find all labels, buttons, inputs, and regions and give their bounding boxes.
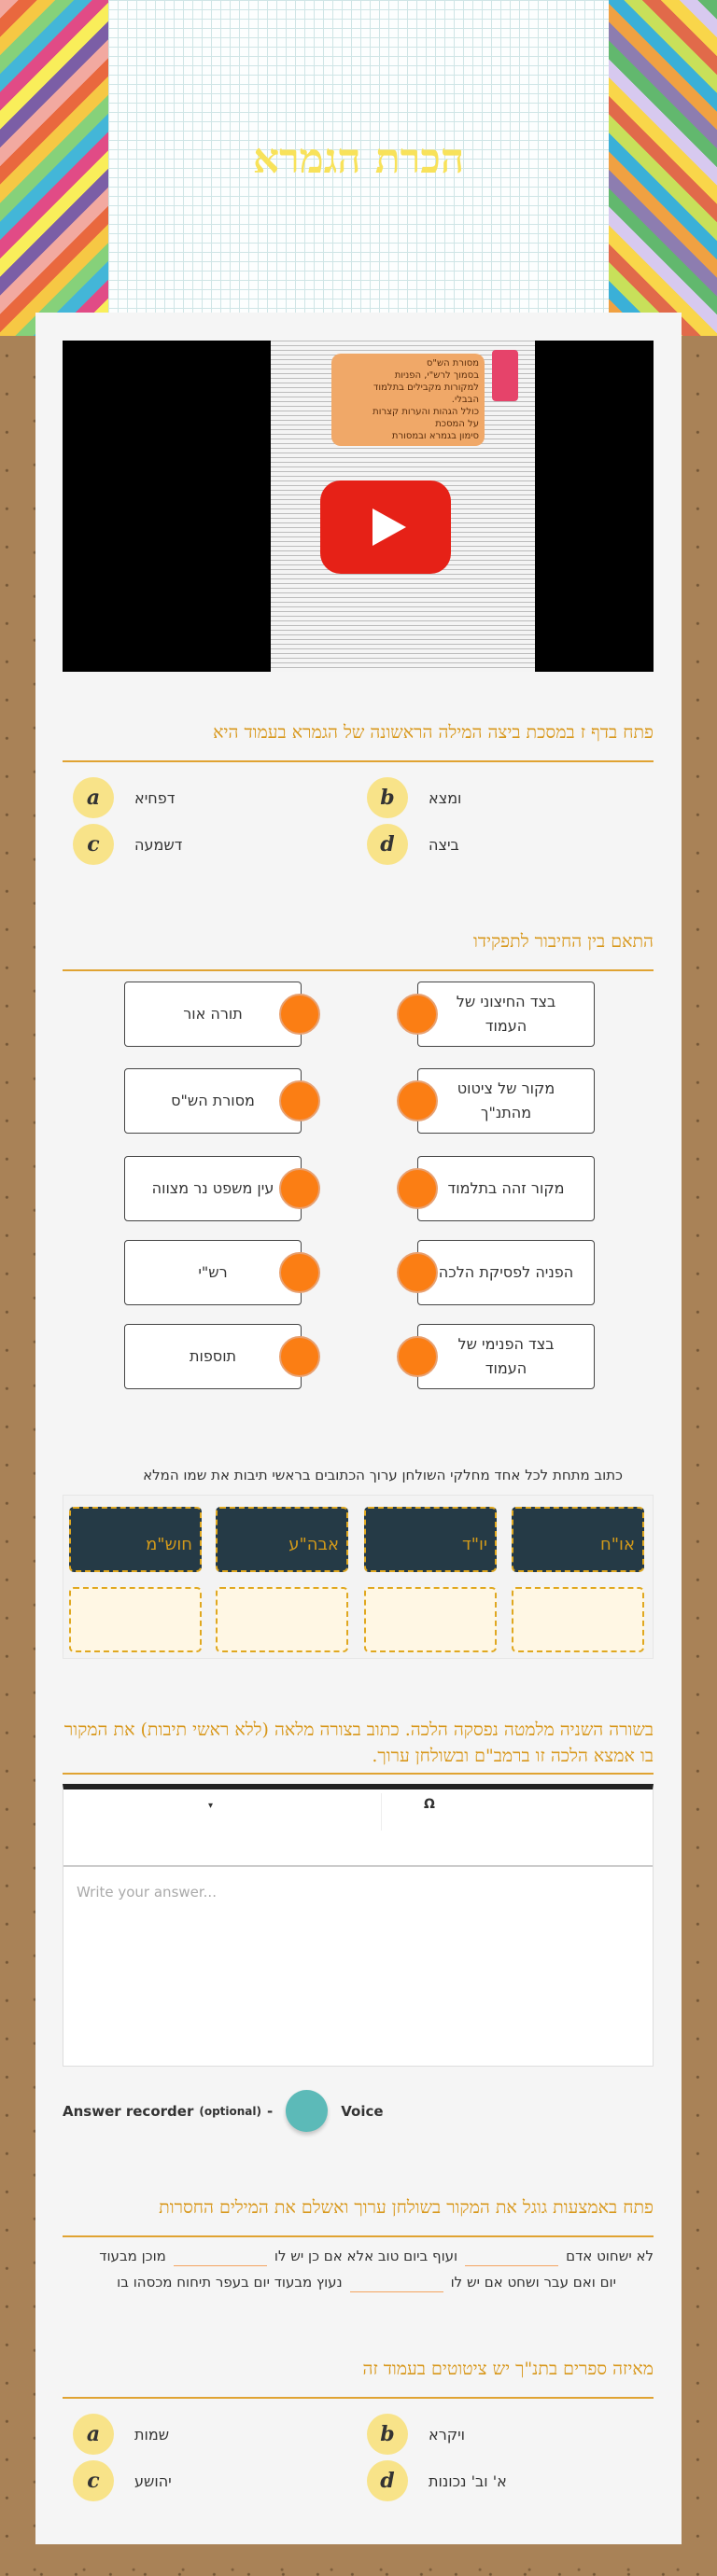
question-5-title: פתח באמצעות גוגל את המקור בשולחן ערוך ואשלם את המילים החסרות	[63, 2194, 654, 2237]
recorder-label: Answer recorder	[63, 2102, 194, 2120]
header-banner	[0, 0, 717, 336]
match-left-item[interactable]: רש"י	[124, 1240, 302, 1305]
question-4-title: בשורה השניה מלמטה נפסקה הלכה. כתוב בצורה מלאה (ללא ראשי תיבות) את המקור בו אמצא הלכה זו ברמב"ם ובשולחן ערוך.	[63, 1717, 654, 1775]
match-right-item[interactable]: מקור זהה בתלמוד	[417, 1156, 595, 1221]
abbreviation-table	[63, 1495, 654, 1659]
q6-option-c[interactable]	[73, 2460, 172, 2501]
match-right-item[interactable]: הפניה לפסיקת הלכה	[417, 1240, 595, 1305]
answer-input-cell[interactable]	[216, 1587, 348, 1652]
question-2-title: התאם בין החיבור לתפקידו	[63, 928, 654, 971]
format-dropdown-caret-icon[interactable]: ▾	[208, 1801, 214, 1811]
option-letter: b	[367, 777, 408, 818]
answer-recorder	[63, 2090, 384, 2132]
question-3-title: כתוב מתחת לכל אחד מחלקי השולחן ערוך הכתובים בראשי תיבות את שמו המלא	[143, 1467, 623, 1483]
match-connector-handle[interactable]	[279, 1252, 320, 1293]
recorder-optional: (optional)	[199, 2104, 261, 2118]
sentence-fragment: יום ואם עבר ושחט אם יש לו	[450, 2274, 616, 2291]
match-connector-handle[interactable]	[397, 994, 438, 1035]
answer-input-cell[interactable]	[512, 1587, 644, 1652]
special-character-omega-icon[interactable]: Ω	[424, 1797, 435, 1812]
q6-option-d[interactable]	[367, 2460, 507, 2501]
sentence-fragment: ועוף ביום טוב אלא אם כן יש לו	[274, 2248, 458, 2264]
option-text: יהושע	[134, 2472, 172, 2490]
rich-text-editor	[63, 1784, 654, 2067]
blank-input[interactable]	[174, 2248, 267, 2266]
match-connector-handle[interactable]	[397, 1080, 438, 1121]
q6-option-a[interactable]	[73, 2414, 169, 2455]
table-header-cell: אבה"ע	[216, 1507, 348, 1572]
note-line: סימון בגמרא ובמסורת	[391, 431, 479, 441]
note-line: הבבלי.	[451, 395, 479, 405]
match-connector-handle[interactable]	[279, 1336, 320, 1377]
option-text: ויקרא	[429, 2425, 466, 2444]
sentence-fragment: נעוץ מבעוד יום בעפר תיחוח מכסהו בו	[117, 2274, 343, 2291]
q1-option-b[interactable]	[367, 777, 461, 818]
q1-option-c[interactable]	[73, 824, 182, 865]
note-line: כולל הגהות והערות קצרות	[373, 407, 479, 417]
option-letter: a	[73, 777, 114, 818]
recorder-dash: -	[267, 2102, 274, 2120]
answer-textarea[interactable]: Write your answer...	[77, 1884, 217, 1901]
chevron-decoration-right	[609, 0, 717, 336]
blank-input[interactable]	[350, 2274, 443, 2292]
table-header-cell: או"ח	[512, 1507, 644, 1572]
option-letter: d	[367, 824, 408, 865]
page-title: הכרת הגמרא	[252, 135, 465, 183]
match-left-item[interactable]: תורה אור	[124, 982, 302, 1047]
fill-in-line-2	[63, 2272, 654, 2292]
question-6-title: מאיזה ספרים בתנ"ך יש ציטוטים בעמוד זה	[63, 2356, 654, 2399]
option-text: דפחיא	[134, 788, 176, 807]
option-text: ביצה	[429, 835, 459, 854]
question-1-title: פתח בדף ז במסכת ביצה המילה הראשונה של הגמרא בעמוד היא	[63, 719, 654, 762]
worksheet-card	[35, 313, 682, 2544]
answer-input-cell[interactable]	[364, 1587, 497, 1652]
editor-toolbar	[63, 1789, 653, 1867]
option-letter: c	[73, 2460, 114, 2501]
option-letter: a	[73, 2414, 114, 2455]
option-text: א' וב' נכונות	[429, 2472, 507, 2490]
q1-option-d[interactable]	[367, 824, 459, 865]
match-connector-handle[interactable]	[279, 994, 320, 1035]
match-connector-handle[interactable]	[279, 1080, 320, 1121]
option-text: שמות	[134, 2425, 170, 2444]
match-left-item[interactable]: עין משפט נר מצווה	[124, 1156, 302, 1221]
fill-in-line-1	[63, 2246, 654, 2266]
option-text: ומצא	[429, 788, 462, 807]
match-connector-handle[interactable]	[397, 1252, 438, 1293]
blank-input[interactable]	[465, 2248, 558, 2266]
match-right-item[interactable]: בצד הפנימי של העמוד	[417, 1324, 595, 1389]
voice-label[interactable]: Voice	[341, 2102, 384, 2120]
match-left-item[interactable]: תוספות	[124, 1324, 302, 1389]
q6-option-b[interactable]	[367, 2414, 465, 2455]
match-connector-handle[interactable]	[397, 1336, 438, 1377]
note-line: על המסכת	[435, 419, 479, 429]
option-letter: c	[73, 824, 114, 865]
toolbar-divider	[381, 1793, 382, 1831]
play-button-icon[interactable]	[320, 480, 451, 574]
note-line: בסמוך לרש"י, הפניות	[394, 370, 479, 381]
option-letter: d	[367, 2460, 408, 2501]
q1-option-a[interactable]	[73, 777, 175, 818]
match-connector-handle[interactable]	[397, 1168, 438, 1209]
note-line: מסורת הש"ס	[426, 358, 479, 369]
answer-input-cell[interactable]	[69, 1587, 202, 1652]
note-line: למקורות מקבילים בתלמוד	[373, 383, 479, 393]
table-header-cell: חוש"מ	[69, 1507, 202, 1572]
option-text: דשמעה	[134, 835, 183, 854]
table-header-cell: יו"ד	[364, 1507, 497, 1572]
sentence-fragment: מוכן מבעוד	[99, 2248, 166, 2264]
match-left-item[interactable]: מסורת הש"ס	[124, 1068, 302, 1134]
option-letter: b	[367, 2414, 408, 2455]
video-player[interactable]	[63, 341, 654, 672]
thumbnail-note	[331, 354, 485, 446]
match-connector-handle[interactable]	[279, 1168, 320, 1209]
match-right-item[interactable]: בצד החיצוני של העמוד	[417, 982, 595, 1047]
match-right-item[interactable]: מקור של ציטוט מהתנ"ך	[417, 1068, 595, 1134]
chevron-decoration-left	[0, 0, 108, 336]
thumbnail-highlight	[492, 350, 518, 401]
record-button-icon[interactable]	[286, 2090, 328, 2132]
sentence-fragment: לא ישחוט אדם	[566, 2248, 654, 2264]
